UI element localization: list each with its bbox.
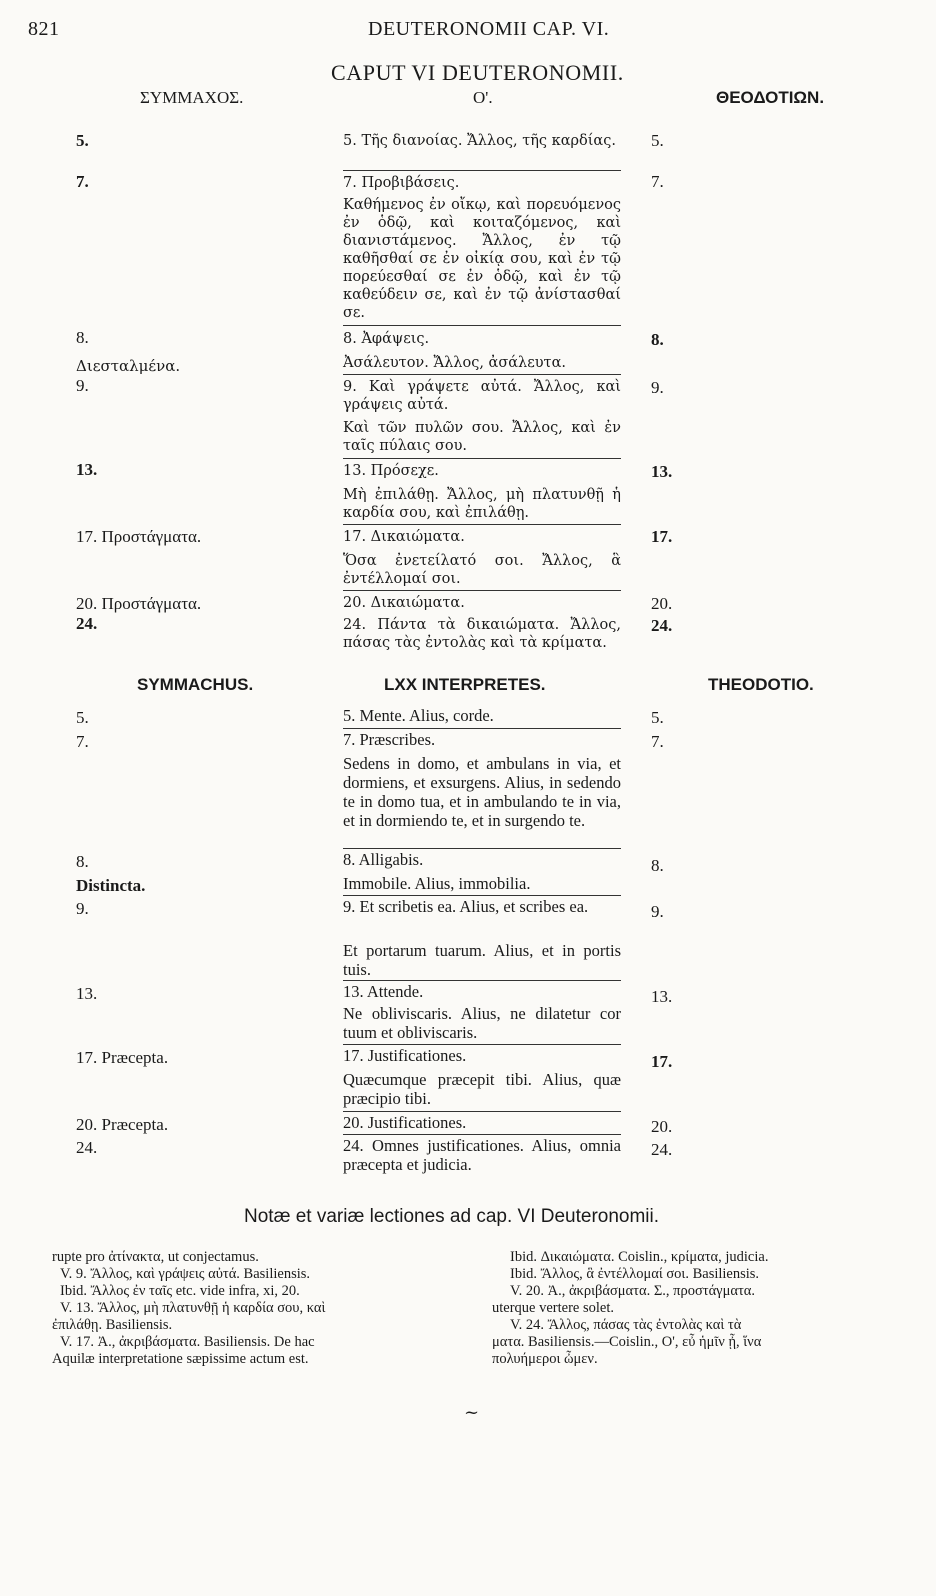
divider <box>343 895 621 896</box>
note-line: ματα. Basiliensis.—Coislin., Ο', εὖ ἡμῖν ᾖ, ἵνα <box>492 1334 762 1350</box>
greek-row-left: 24. <box>76 614 98 633</box>
note-line: V. 24. Ἄλλος, πάσας τὰς ἐντολὰς καὶ τὰ <box>510 1317 742 1333</box>
greek-row-left: Διεσταλμένα. <box>76 357 181 375</box>
divider <box>343 524 621 525</box>
latin-row-right: 7. <box>651 732 664 751</box>
greek-row-left: 8. <box>76 328 89 347</box>
latin-row-mid: 5. Mente. Alius, corde. <box>343 706 494 725</box>
greek-row-mid: Ἀσάλευτον. Ἄλλος, ἀσάλευτα. <box>343 355 566 371</box>
page-number: 821 <box>28 18 60 40</box>
latin-row-mid: 7. Præscribes. <box>343 730 436 749</box>
note-line: V. 9. Ἄλλος, καὶ γράψεις αὐτά. Basiliensis. <box>60 1266 311 1282</box>
latin-row-right: 17. <box>651 1052 673 1071</box>
latin-row-left: 13. <box>76 984 98 1003</box>
latin-row-mid: Ne obliviscaris. Alius, ne dilatetur cor tuum et obliviscaris. <box>343 1004 621 1042</box>
greek-col-left-header: ΣΥΜΜΑΧΟΣ. <box>140 88 244 107</box>
notes-title: Notæ et variæ lectiones ad cap. VI Deuteronomii. <box>244 1206 660 1227</box>
latin-row-mid: 17. Justificationes. <box>343 1046 467 1065</box>
greek-row-mid: 13. Πρόσεχε. <box>343 463 439 479</box>
latin-row-right: 13. <box>651 987 673 1006</box>
greek-col-right-header: ΘΕΟΔΟΤΙΩΝ. <box>716 88 825 107</box>
greek-row-left: 7. <box>76 172 89 191</box>
greek-row-left: 9. <box>76 376 89 395</box>
greek-row-right: 8. <box>651 330 664 349</box>
latin-row-left: 24. <box>76 1138 98 1157</box>
greek-row-mid: 5. Τῆς διανοίας. Ἄλλος, τῆς καρδίας. <box>343 133 616 149</box>
note-line: rupte pro ἀτίνακτα, ut conjectamus. <box>52 1249 259 1265</box>
greek-row-mid: 8. Ἀφάψεις. <box>343 331 430 347</box>
greek-row-left: 20. Προστάγματα. <box>76 594 202 613</box>
divider <box>343 1134 621 1135</box>
greek-row-mid: Μὴ ἐπιλάθῃ. Ἄλλος, μὴ πλατυνθῇ ἡ καρδία σου, καὶ ἐπιλάθῃ. <box>343 487 621 521</box>
greek-row-right: 24. <box>651 616 673 635</box>
divider <box>343 980 621 981</box>
divider <box>343 325 621 326</box>
latin-row-right: 8. <box>651 856 664 875</box>
caput-title: CAPUT VI DEUTERONOMII. <box>331 60 624 85</box>
latin-row-mid: Et portarum tuarum. Alius, et in portis tuis. <box>343 941 621 979</box>
greek-row-right: 17. <box>651 527 673 546</box>
divider <box>343 170 621 171</box>
greek-row-mid: 17. Δικαιώματα. <box>343 529 465 545</box>
greek-row-right: 7. <box>651 172 664 191</box>
running-title: DEUTERONOMII CAP. VI. <box>368 18 610 40</box>
latin-row-mid: Sedens in domo, et ambulans in via, et dormiens, et exsurgens. Alius, in sedendo te in domo tua, et in ambulando te in via, et in dormiendo te, et in surgendo te. <box>343 754 621 830</box>
divider <box>343 1111 621 1112</box>
greek-row-mid: Καὶ τῶν πυλῶν σου. Ἄλλος, καὶ ἐν ταῖς πύλαις σου. <box>343 420 621 454</box>
divider <box>343 728 621 729</box>
greek-row-mid: 9. Καὶ γράψετε αὐτά. Ἄλλος, καὶ γράψεις αὐτά. <box>343 379 621 413</box>
greek-row-right: 13. <box>651 462 673 481</box>
note-line: uterque vertere solet. <box>492 1300 614 1316</box>
latin-row-left: 5. <box>76 708 89 727</box>
latin-row-mid: 20. Justificationes. <box>343 1113 467 1132</box>
latin-row-right: 20. <box>651 1117 673 1136</box>
latin-row-left: 20. Præcepta. <box>76 1115 169 1134</box>
note-line: Ibid. Δικαιώματα. Coislin., κρίματα, judicia. <box>510 1249 769 1265</box>
latin-row-mid: 13. Attende. <box>343 982 424 1001</box>
divider <box>343 1044 621 1045</box>
divider <box>343 590 621 591</box>
latin-row-left: 9. <box>76 899 89 918</box>
latin-row-left: 7. <box>76 732 89 751</box>
greek-row-right: 5. <box>651 131 664 150</box>
latin-row-right: 5. <box>651 708 664 727</box>
note-line: V. 20. Ἀ., ἀκριβάσματα. Σ., προστάγματα. <box>510 1283 756 1299</box>
divider <box>343 374 621 375</box>
latin-row-mid: 24. Omnes justificationes. Alius, omnia præcepta et judicia. <box>343 1136 621 1174</box>
greek-row-mid: 24. Πάντα τὰ δικαιώματα. Ἄλλος, πάσας τὰς ἐντολὰς καὶ τὰ κρίματα. <box>343 617 621 651</box>
latin-row-mid: Immobile. Alius, immobilia. <box>343 874 531 893</box>
latin-row-right: 9. <box>651 902 664 921</box>
tail-ornament: ~ <box>464 1402 480 1423</box>
greek-row-mid: Καθήμενος ἐν οἴκῳ, καὶ πορευόμενος ἐν ὁδῷ, καὶ κοιταζόμενος, καὶ διανιστάμενος. Ἄλλος, ἐν τῷ καθῆσθαί σε ἐν οἰκίᾳ σου, καὶ ἐν τῷ πορεύεσθαί σε ἐν ὁδῷ, καὶ ἐν τῷ καθεύδειν σε, καὶ ἐν τῷ ἀνίστασθαί σε. <box>343 197 621 321</box>
note-line: V. 13. Ἄλλος, μὴ πλατυνθῇ ἡ καρδία σου, καὶ <box>60 1300 326 1316</box>
greek-row-right: 9. <box>651 378 664 397</box>
latin-col-left-header: SYMMACHUS. <box>137 675 254 694</box>
note-line: Ibid. Ἄλλος ἐν ταῖς etc. vide infra, xi, 20. <box>60 1283 300 1299</box>
divider <box>343 458 621 459</box>
note-line: πολυήμεροι ὦμεν. <box>492 1351 598 1367</box>
latin-row-mid: Quæcumque præcepit tibi. Alius, quæ præcipio tibi. <box>343 1070 621 1108</box>
latin-row-left: 17. Præcepta. <box>76 1048 169 1067</box>
latin-row-mid: 9. Et scribetis ea. Alius, et scribes ea. <box>343 897 589 916</box>
latin-row-left: Distincta. <box>76 876 146 895</box>
note-line: ἐπιλάθῃ. Basiliensis. <box>52 1317 173 1333</box>
note-line: Ibid. Ἄλλος, ἃ ἐντέλλομαί σοι. Basiliensis. <box>510 1266 760 1282</box>
greek-row-left: 13. <box>76 460 98 479</box>
latin-row-mid: 8. Alligabis. <box>343 850 424 869</box>
note-line: V. 17. Ἀ., ἀκριβάσματα. Basiliensis. De hac <box>60 1334 315 1350</box>
greek-row-mid: 20. Δικαιώματα. <box>343 595 465 611</box>
greek-row-right: 20. <box>651 594 673 613</box>
greek-row-left: 17. Προστάγματα. <box>76 527 202 546</box>
latin-row-right: 24. <box>651 1140 673 1159</box>
latin-col-mid-header: LXX INTERPRETES. <box>384 675 546 694</box>
divider <box>343 848 621 849</box>
latin-col-right-header: THEODOTIO. <box>708 675 814 694</box>
greek-row-left: 5. <box>76 131 89 150</box>
greek-row-mid: Ὅσα ἐνετείλατό σοι. Ἄλλος, ἃ ἐντέλλομαί σοι. <box>343 553 621 587</box>
latin-row-left: 8. <box>76 852 89 871</box>
greek-col-mid-header: Ο'. <box>473 88 493 107</box>
note-line: Aquilæ interpretatione sæpissime actum est. <box>52 1351 309 1367</box>
greek-row-mid: 7. Προβιβάσεις. <box>343 175 460 191</box>
